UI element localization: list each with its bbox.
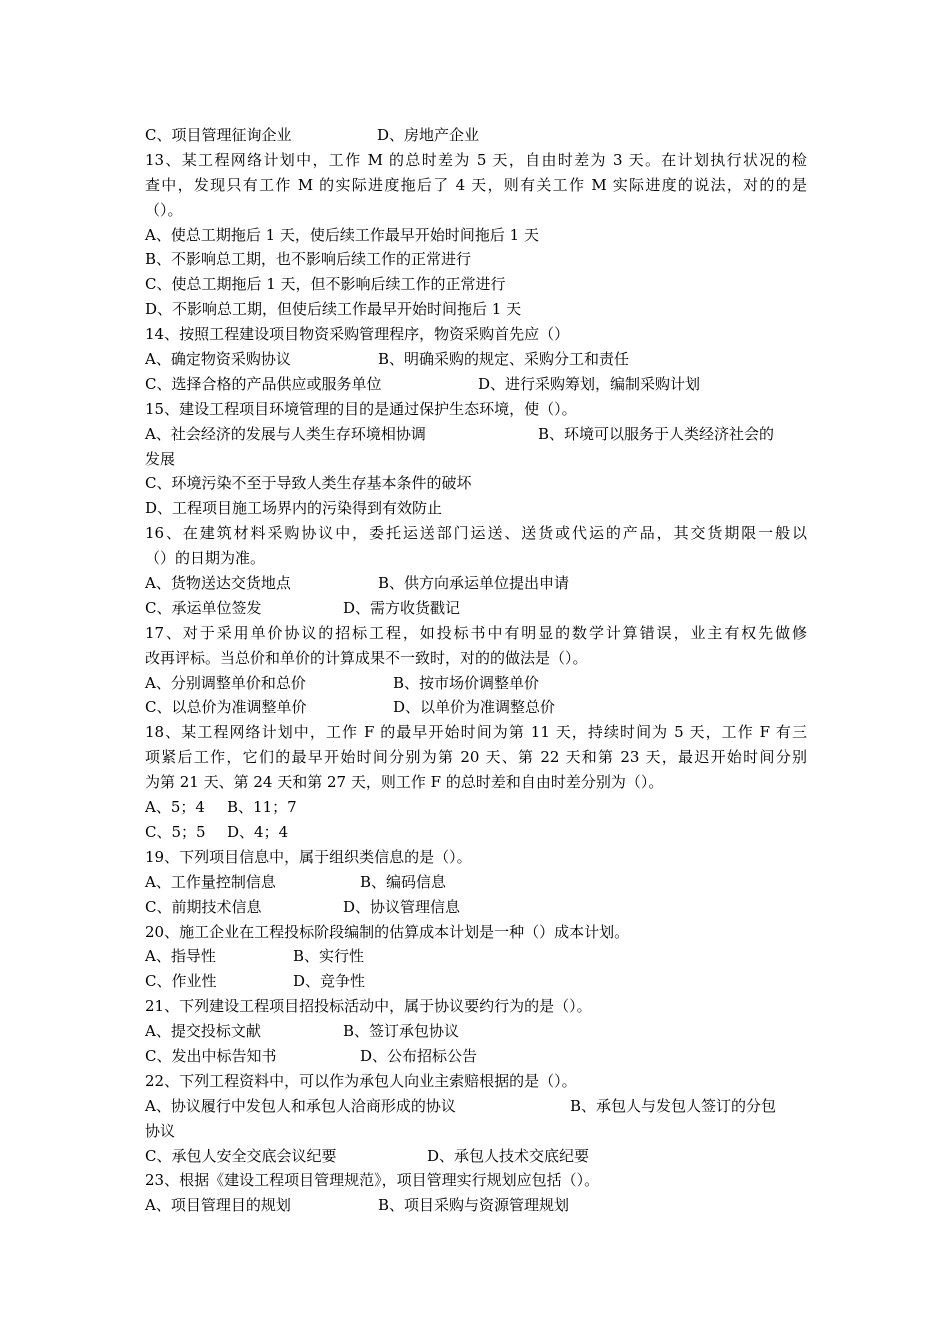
question-20-options-ab — [145, 944, 807, 969]
question-22-option-a: A、协议履行中发包人和承包人洽商形成的协议 — [145, 1096, 456, 1115]
question-15-option-c: C、环境污染不至于导致人类生存基本条件的破坏 — [145, 474, 472, 493]
question-17-line-1: 17、对于采用单价协议的招标工程，如投标书中有明显的数学计算错误，业主有权先做修 — [145, 623, 807, 642]
question-18-options-ab — [145, 795, 807, 820]
question-15-options-ab — [145, 422, 807, 447]
question-15-option-b: B、环境可以服务于人类经济社会的 — [538, 424, 775, 443]
question-22-option-c: C、承包人安全交底会议纪要 — [145, 1146, 337, 1165]
question-21-option-d: D、公布招标公告 — [360, 1046, 478, 1065]
question-18-line-1: 18、某工程网络计划中，工作 F 的最早开始时间为第 11 天，持续时间为 5 天，工作 F 有三 — [145, 723, 807, 742]
question-23-options-ab — [145, 1193, 807, 1218]
question-20-line-1: 20、施工企业在工程投标阶段编制的估算成本计划是一种（）成本计划。 — [145, 922, 630, 941]
question-13-option-c: C、使总工期拖后 1 天，但不影响后续工作的正常进行 — [145, 275, 506, 294]
question-19-options-cd — [145, 895, 807, 920]
question-18-options-cd — [145, 820, 807, 845]
question-16-option-b: B、供方向承运单位提出申请 — [378, 574, 570, 593]
question-14-option-c: C、选择合格的产品供应或服务单位 — [145, 374, 382, 393]
question-21-option-a: A、提交投标文献 — [145, 1022, 261, 1041]
question-19-option-b: B、编码信息 — [360, 872, 447, 891]
question-13-line-1: 13、某工程网络计划中，工作 M 的总时差为 5 天，自由时差为 3 天。在计划执行状况的检 — [145, 150, 807, 169]
question-18-option-a: A、5；4 — [145, 798, 205, 817]
question-23-option-a: A、项目管理目的规划 — [145, 1196, 291, 1215]
question-16-line-1: 16、在建筑材料采购协议中，委托运送部门运送、送货或代运的产品，其交货期限一般以 — [145, 524, 807, 543]
option-c: C、项目管理征询企业 — [145, 126, 292, 144]
question-16-options-cd — [145, 596, 807, 621]
question-20-options-cd — [145, 969, 807, 994]
question-21-options-cd — [145, 1044, 807, 1069]
question-23-option-b: B、项目采购与资源管理规划 — [378, 1196, 570, 1215]
question-17-options-cd — [145, 695, 807, 720]
question-15-option-a: A、社会经济的发展与人类生存环境相协调 — [145, 424, 426, 443]
question-15-line-1: 15、建设工程项目环境管理的目的是通过保护生态环境，使（）。 — [145, 399, 577, 418]
question-18-line-3: 为第 21 天、第 24 天和第 27 天，则工作 F 的总时差和自由时差分别为（）。 — [145, 773, 664, 792]
question-22-option-d: D、承包人技术交底纪要 — [427, 1146, 590, 1165]
question-20-option-b: B、实行性 — [293, 947, 365, 966]
question-20-option-d: D、竞争性 — [293, 972, 366, 991]
question-17-option-a: A、分别调整单价和总价 — [145, 673, 306, 692]
question-22-options-cd — [145, 1144, 807, 1169]
question-22-option-b: B、承包人与发包人签订的分包 — [570, 1096, 777, 1115]
question-18-option-c: C、5；5 — [145, 822, 206, 841]
question-17-option-c: C、以总价为准调整单价 — [145, 698, 307, 717]
question-23-line-1: 23、根据《建设工程项目管理规范》，项目管理实行规划应包括（）。 — [145, 1171, 600, 1190]
question-14-options-ab — [145, 347, 807, 372]
question-14-option-a: A、确定物资采购协议 — [145, 350, 291, 369]
document-page — [145, 123, 807, 1218]
question-21-line-1: 21、下列建设工程项目招投标活动中，属于协议要约行为的是（）。 — [145, 997, 592, 1016]
question-17-line-2: 改再评标。当总价和单价的计算成果不一致时，对的的做法是（）。 — [145, 648, 588, 667]
question-21-option-b: B、签订承包协议 — [343, 1022, 460, 1041]
question-14-option-d: D、进行采购筹划，编制采购计划 — [478, 374, 701, 393]
question-16-options-ab — [145, 571, 807, 596]
question-20-option-c: C、作业性 — [145, 972, 217, 991]
question-17-option-d: D、以单价为准调整总价 — [393, 698, 556, 717]
question-13-option-a: A、使总工期拖后 1 天，使后续工作最早开始时间拖后 1 天 — [145, 225, 539, 244]
question-19-option-a: A、工作量控制信息 — [145, 872, 276, 891]
question-13-option-b: B、不影响总工期，也不影响后续工作的正常进行 — [145, 250, 472, 269]
question-19-options-ab — [145, 870, 807, 895]
question-17-options-ab — [145, 671, 807, 696]
question-15-option-d: D、工程项目施工场界内的污染得到有效防止 — [145, 499, 443, 518]
question-14-option-b: B、明确采购的规定、采购分工和责任 — [378, 350, 630, 369]
question-13-line-2: 查中，发现只有工作 M 的实际进度拖后了 4 天，则有关工作 M 实际进度的说法，对的的是 — [145, 175, 807, 194]
question-14-line-1: 14、按照工程建设项目物资采购管理程序，物资采购首先应（） — [145, 325, 570, 344]
option-d: D、房地产企业 — [377, 126, 480, 144]
question-13-option-d: D、不影响总工期，但使后续工作最早开始时间拖后 1 天 — [145, 300, 522, 319]
question-22-option-b-cont: 协议 — [145, 1121, 176, 1140]
question-21-options-ab — [145, 1019, 807, 1044]
question-16-option-a: A、货物送达交货地点 — [145, 574, 291, 593]
question-22-line-1: 22、下列工程资料中，可以作为承包人向业主索赔根据的是（）。 — [145, 1071, 577, 1090]
question-21-option-c: C、发出中标告知书 — [145, 1046, 277, 1065]
question-18-option-b: B、11；7 — [227, 798, 297, 817]
question-16-option-d: D、需方收货戳记 — [343, 598, 461, 617]
question-19-option-c: C、前期技术信息 — [145, 897, 262, 916]
question-18-option-d: D、4；4 — [227, 822, 289, 841]
question-22-options-ab — [145, 1094, 807, 1119]
question-13-line-3: （）。 — [145, 200, 183, 219]
question-16-option-c: C、承运单位签发 — [145, 598, 262, 617]
question-16-line-2: （）的日期为准。 — [145, 549, 266, 568]
question-14-options-cd — [145, 372, 807, 397]
question-19-option-d: D、协议管理信息 — [343, 897, 461, 916]
option-row — [145, 123, 807, 148]
question-20-option-a: A、指导性 — [145, 947, 216, 966]
question-18-line-2: 项紧后工作，它们的最早开始时间分别为第 20 天、第 22 天和第 23 天，最迟开始时间分别 — [145, 748, 807, 767]
question-17-option-b: B、按市场价调整单价 — [393, 673, 540, 692]
question-19-line-1: 19、下列项目信息中，属于组织类信息的是（）。 — [145, 847, 472, 866]
question-15-option-b-cont: 发展 — [145, 449, 176, 468]
